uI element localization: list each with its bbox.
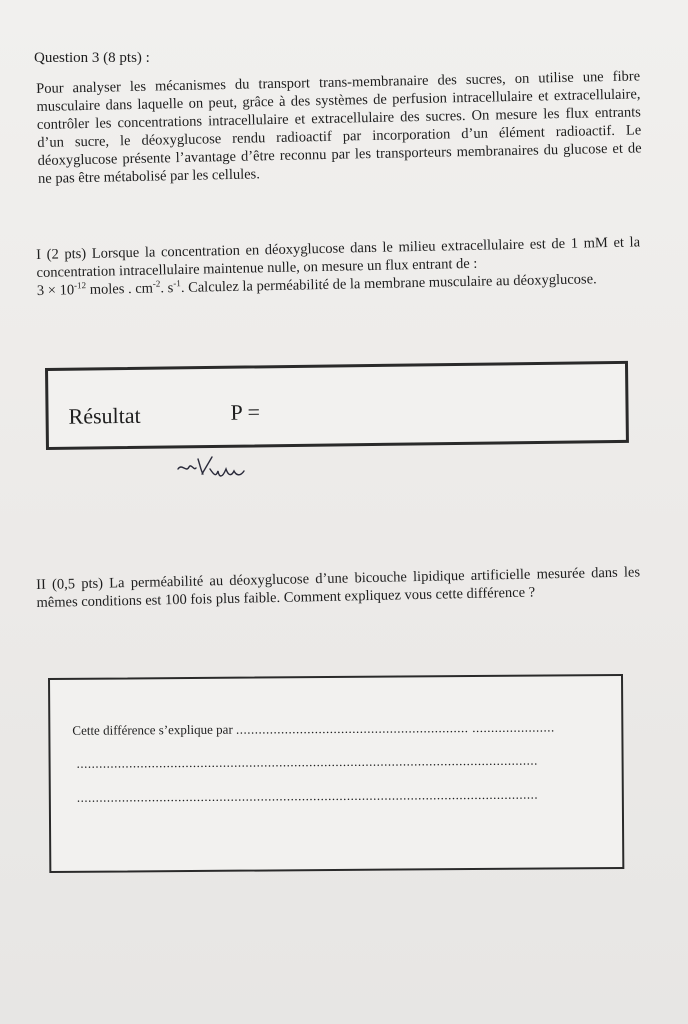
flux-unit-moles: moles . cm: [85, 280, 154, 298]
result-label: Résultat: [68, 402, 141, 429]
answer-dots-2: ...........................................................................................................................: [76, 752, 538, 771]
answer-dots-3: ...........................................................................................................................: [76, 786, 539, 805]
flux-unit-s-exponent: -1: [173, 278, 181, 289]
part-2-text: II (0,5 pts) La perméabilité au déoxyglucose d’une bicouche lipidique artificielle mesurée dans les mêmes conditions est 100 fois plus faible. Comment expliquez vous cette différence ?: [36, 564, 641, 611]
part-1-text: [36, 233, 641, 300]
answer-dots-1: .............................................................. ......................: [235, 719, 555, 737]
answer-prompt: Cette différence s’explique par: [72, 721, 233, 738]
answer-box[interactable]: [48, 674, 624, 873]
handwritten-scribble: [176, 455, 256, 487]
flux-exponent: -12: [73, 280, 87, 291]
flux-unit-cm-exponent: -2: [152, 278, 161, 289]
answer-line-3[interactable]: [77, 786, 595, 806]
result-box[interactable]: [45, 361, 629, 450]
part-1-instruction: . Calculez la perméabilité de la membrane musculaire au déoxyglucose.: [180, 271, 597, 296]
flux-base: 3 × 10: [36, 282, 75, 299]
intro-text: Pour analyser les mécanismes du transport trans-membranaire des sucres, on utilise une fibre musculaire dans laquelle on peut, grâce à des systèmes de perfusion intracellulaire et extracellulaire, contrôler les concentrations intracellulaire et extracellulaire des sucres. On mesure les flux entrants d’un sucre, le déoxyglucose rendu radioactif par incorporation d’un élément radioactif. Le déoxyglucose présente l’avantage d’être reconnu par les transporteurs membranaires du glucose et de ne pas être métabolisé par les cellules.: [36, 68, 642, 187]
permeability-formula: P =: [230, 399, 261, 425]
question-title: Question 3 (8 pts) :: [34, 50, 150, 66]
part-1-intro: I (2 pts) Lorsque la concentration en déoxyglucose dans le milieu extracellulaire est de 1 mM et la concentration intracellulaire maintenue nulle, on mesure un flux entrant de :: [36, 234, 641, 281]
answer-line-2[interactable]: [77, 752, 595, 772]
part-2-question: [36, 563, 641, 612]
flux-unit-seconds: . s: [160, 280, 174, 297]
intro-paragraph: [36, 67, 642, 188]
part-1-question: [36, 233, 641, 300]
answer-line-1[interactable]: [72, 719, 602, 739]
